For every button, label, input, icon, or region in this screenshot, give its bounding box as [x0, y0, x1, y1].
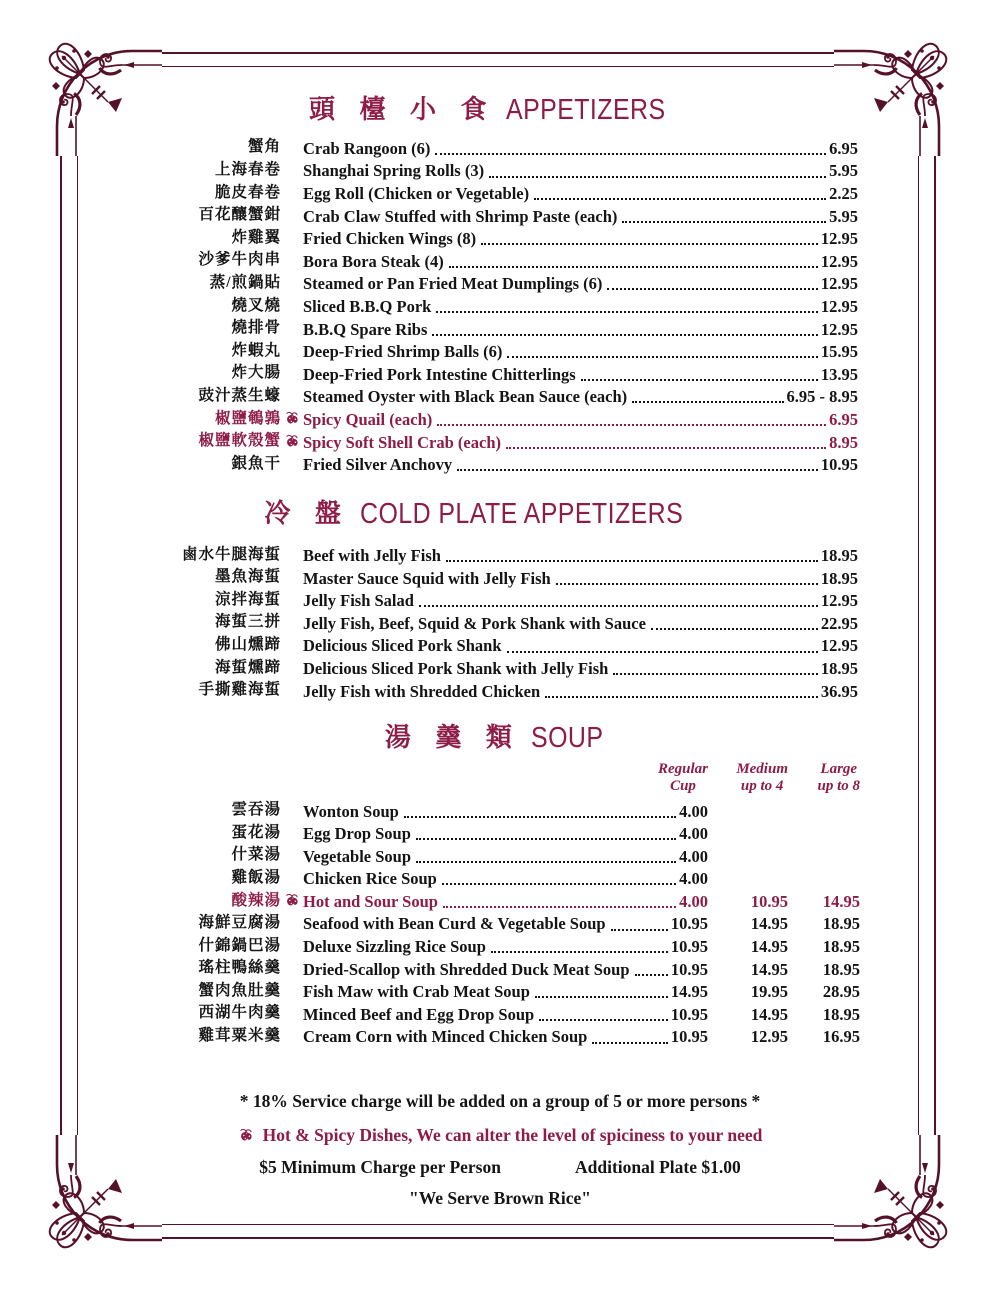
minimum-charge-note: $5 Minimum Charge per Person: [259, 1156, 501, 1177]
dotted-leader: [556, 583, 818, 585]
dotted-leader: [622, 221, 826, 223]
item-main: [303, 615, 858, 633]
item-name: Steamed or Pan Fried Meat Dumplings (6): [303, 274, 603, 294]
icon-slot: [281, 403, 303, 406]
brown-rice-note: "We Serve Brown Rice": [409, 1187, 591, 1208]
item-main: [303, 1006, 708, 1024]
soup-size-column-headers: [78, 761, 922, 795]
item-price: 15.95: [820, 342, 858, 362]
item-price: 10.95: [670, 1027, 708, 1047]
chili-pepper-icon: [281, 893, 303, 911]
item-chinese-name: 佛山燻蹄: [214, 636, 281, 654]
item-main: [303, 893, 708, 911]
item-chinese-name: 椒鹽軟殼蟹: [198, 432, 281, 450]
dotted-leader: [432, 334, 817, 336]
dotted-leader: [592, 1042, 668, 1044]
column-header: [708, 761, 788, 795]
menu-item-row: [78, 158, 922, 181]
menu-item-row: [78, 956, 922, 979]
column-header: [788, 761, 860, 795]
item-chinese-name: 雞茸粟米羹: [198, 1027, 281, 1045]
chili-pepper-icon: [238, 1128, 254, 1143]
item-chinese-name: 蟹角: [247, 138, 281, 156]
item-name: Dried-Scallop with Shredded Duck Meat Soup: [303, 959, 630, 979]
item-main: [303, 848, 708, 866]
icon-slot: [281, 290, 303, 293]
item-main: [303, 1028, 708, 1046]
item-price: 10.95: [820, 455, 858, 475]
dotted-leader: [507, 356, 818, 358]
menu-item-row: [78, 866, 922, 889]
price-large: 18.95: [822, 937, 860, 957]
menu-item-row: [78, 588, 922, 611]
item-main: [303, 388, 858, 406]
item-chinese-name: 炸大腸: [231, 364, 281, 382]
item-name: Shanghai Spring Rolls (3): [303, 161, 485, 181]
item-name: Spicy Soft Shell Crab (each): [303, 432, 501, 452]
item-main: [303, 547, 858, 565]
price-medium: 12.95: [750, 1027, 788, 1047]
item-main: [303, 253, 858, 271]
item-chinese-name: 脆皮春卷: [214, 183, 281, 201]
item-price: 8.95: [829, 432, 858, 452]
icon-slot: [281, 698, 303, 701]
item-name: Bora Bora Steak (4): [303, 251, 444, 271]
item-chinese-name: 豉汁蒸生蠔: [198, 386, 281, 404]
item-price: 10.95: [670, 937, 708, 957]
item-price: 4.00: [679, 869, 708, 889]
item-main: [303, 140, 858, 158]
item-price: 6.95: [829, 409, 858, 429]
menu-item-row: [78, 565, 922, 588]
item-price: 4.00: [679, 801, 708, 821]
icon-slot: [281, 840, 303, 843]
menu-item-row: [78, 979, 922, 1002]
item-chinese-name: 酸辣湯: [231, 891, 281, 909]
dotted-leader: [437, 424, 826, 426]
section-soup: [78, 720, 922, 1047]
item-name: Jelly Fish with Shredded Chicken: [303, 681, 541, 701]
item-chinese-name: 炸雞翼: [231, 228, 281, 246]
chili-pepper-icon: [281, 411, 303, 429]
dotted-leader: [613, 673, 818, 675]
dotted-leader: [581, 379, 818, 381]
item-name: Spicy Quail (each): [303, 409, 433, 429]
menu-item-row: [78, 406, 922, 429]
item-chinese-name: 蛋花湯: [231, 823, 281, 841]
dotted-leader: [607, 288, 817, 290]
dotted-leader: [404, 816, 676, 818]
service-charge-note: * 18% Service charge will be added on a group of 5 or more persons *: [239, 1090, 761, 1111]
item-chinese-name: 什菜湯: [231, 846, 281, 864]
item-price: 12.95: [820, 274, 858, 294]
price-medium: 14.95: [750, 937, 788, 957]
menu-item-row: [78, 316, 922, 339]
item-price: 12.95: [820, 296, 858, 316]
item-name: Beef with Jelly Fish: [303, 546, 441, 566]
item-chinese-name: 什錦鍋巴湯: [198, 936, 281, 954]
item-price: 4.00: [679, 891, 708, 911]
icon-slot: [281, 818, 303, 821]
item-price: 36.95: [820, 681, 858, 701]
price-large: 18.95: [822, 1004, 860, 1024]
item-chinese-name: 海蜇燻蹄: [214, 658, 281, 676]
icon-slot: [281, 998, 303, 1001]
section-title-soup: [78, 720, 922, 756]
dotted-leader: [449, 266, 818, 268]
item-chinese-name: 沙爹牛肉串: [198, 251, 281, 269]
section-title-cold-plate: [78, 495, 922, 531]
chili-pepper-icon: [281, 434, 303, 452]
hot-spicy-note: Hot & Spicy Dishes, We can alter the level of spiciness to your need: [262, 1124, 763, 1145]
icon-slot: [281, 381, 303, 384]
item-price: 12.95: [820, 636, 858, 656]
menu-item-row: [78, 384, 922, 407]
column-header: [303, 761, 708, 795]
dotted-leader: [416, 861, 676, 863]
dotted-leader: [539, 1019, 668, 1021]
section-title-english: APPETIZERS: [505, 94, 666, 127]
item-price: 2.25: [829, 183, 858, 203]
icon-slot: [281, 1044, 303, 1047]
item-name: Fish Maw with Crab Meat Soup: [303, 982, 530, 1002]
item-chinese-name: 蟹肉魚肚羹: [198, 981, 281, 999]
menu-item-row: [78, 203, 922, 226]
dotted-leader: [611, 929, 668, 931]
icon-slot: [281, 1021, 303, 1024]
icon-slot: [281, 155, 303, 158]
section-rows: [78, 135, 922, 474]
icon-slot: [281, 223, 303, 226]
dotted-leader: [443, 906, 676, 908]
item-price: 14.95: [670, 982, 708, 1002]
item-price: 12.95: [820, 319, 858, 339]
additional-plate-note: Additional Plate $1.00: [574, 1156, 741, 1177]
icon-slot: [281, 562, 303, 565]
item-main: [303, 660, 858, 678]
dotted-leader: [545, 696, 818, 698]
dotted-leader: [436, 311, 818, 313]
item-main: [303, 321, 858, 339]
item-chinese-name: 鹵水牛腿海蜇: [181, 545, 281, 563]
menu-item-row: [78, 656, 922, 679]
dotted-leader: [635, 974, 668, 976]
section-title-chinese: 頭 檯 小 食: [308, 95, 496, 125]
item-price: 5.95: [829, 206, 858, 226]
dotted-leader: [419, 605, 818, 607]
item-main: [303, 456, 858, 474]
price-medium: 10.95: [750, 891, 788, 911]
section-title-appetizers: [78, 92, 922, 128]
item-chinese-name: 燒排骨: [231, 319, 281, 337]
item-name: Minced Beef and Egg Drop Soup: [303, 1004, 535, 1024]
item-main: [303, 983, 708, 1001]
icon-slot: [281, 953, 303, 956]
icon-slot: [281, 358, 303, 361]
dotted-leader: [457, 469, 818, 471]
item-price: 4.00: [679, 824, 708, 844]
item-main: [303, 870, 708, 888]
price-medium: 14.95: [750, 1004, 788, 1024]
menu-item-row: [78, 135, 922, 158]
item-price: 18.95: [820, 568, 858, 588]
menu-item-row: [78, 452, 922, 475]
icon-slot: [281, 245, 303, 248]
item-name: Sliced B.B.Q Pork: [303, 296, 432, 316]
menu-item-row: [78, 821, 922, 844]
item-main: [303, 185, 858, 203]
item-price: 18.95: [820, 658, 858, 678]
price-large: 16.95: [822, 1027, 860, 1047]
item-price: 12.95: [820, 229, 858, 249]
item-price: 10.95: [670, 959, 708, 979]
item-main: [303, 208, 858, 226]
icon-slot: [281, 313, 303, 316]
dotted-leader: [435, 153, 826, 155]
item-chinese-name: 雞飯湯: [231, 868, 281, 886]
item-price: 10.95: [670, 914, 708, 934]
menu-item-row: [78, 843, 922, 866]
menu-sections: [78, 92, 922, 1047]
column-header-text: Medium up to 4: [736, 761, 788, 795]
dotted-leader: [506, 447, 826, 449]
icon-slot: [281, 200, 303, 203]
menu-item-row: [78, 610, 922, 633]
item-main: [303, 592, 858, 610]
item-name: Jelly Fish, Beef, Squid & Pork Shank with Sauce: [303, 613, 646, 633]
item-main: [303, 938, 708, 956]
price-large: 14.95: [822, 891, 860, 911]
menu-item-row: [78, 226, 922, 249]
icon-slot: [281, 607, 303, 610]
item-name: Egg Drop Soup: [303, 824, 411, 844]
item-name: Egg Roll (Chicken or Vegetable): [303, 183, 530, 203]
item-price: 13.95: [820, 364, 858, 384]
menu-item-row: [78, 543, 922, 566]
icon-slot: [281, 471, 303, 474]
item-name: Deep-Fried Pork Intestine Chitterlings: [303, 364, 576, 384]
item-main: [303, 411, 858, 429]
item-name: Fried Chicken Wings (8): [303, 229, 477, 249]
item-name: Master Sauce Squid with Jelly Fish: [303, 568, 551, 588]
menu-item-row: [78, 271, 922, 294]
item-price: 10.95: [670, 1004, 708, 1024]
icon-slot: [281, 931, 303, 934]
item-price: 5.95: [829, 161, 858, 181]
item-name: B.B.Q Spare Ribs: [303, 319, 428, 339]
menu-item-row: [78, 1024, 922, 1047]
minimum-charge-line: [78, 1157, 922, 1178]
item-chinese-name: 西湖牛肉羹: [198, 1004, 281, 1022]
item-chinese-name: 炸蝦丸: [231, 341, 281, 359]
icon-slot: [281, 863, 303, 866]
item-main: [303, 915, 708, 933]
section-title-english: COLD PLATE APPETIZERS: [359, 497, 684, 530]
item-name: Crab Rangoon (6): [303, 138, 431, 158]
item-main: [303, 162, 858, 180]
menu-item-row: [78, 181, 922, 204]
dotted-leader: [507, 651, 818, 653]
item-name: Delicious Sliced Pork Shank with Jelly Fish: [303, 658, 609, 678]
price-large: 18.95: [822, 914, 860, 934]
section-title-chinese: 冷 盤: [264, 498, 350, 528]
menu-item-row: [78, 934, 922, 957]
dotted-leader: [489, 176, 826, 178]
item-name: Vegetable Soup: [303, 846, 412, 866]
item-name: Chicken Rice Soup: [303, 869, 437, 889]
column-header-text: Regular Cup: [657, 761, 708, 795]
icon-slot: [281, 653, 303, 656]
menu-item-row: [78, 248, 922, 271]
dotted-leader: [416, 838, 676, 840]
item-name: Seafood with Bean Curd & Vegetable Soup: [303, 914, 606, 934]
item-main: [303, 366, 858, 384]
icon-slot: [281, 976, 303, 979]
dotted-leader: [535, 996, 668, 998]
item-chinese-name: 百花釀蟹鉗: [198, 206, 281, 224]
item-chinese-name: 銀魚干: [231, 454, 281, 472]
dotted-leader: [446, 560, 818, 562]
dotted-leader: [651, 628, 818, 630]
item-price: 12.95: [820, 591, 858, 611]
menu-item-row: [78, 429, 922, 452]
item-price: 12.95: [820, 251, 858, 271]
item-main: [303, 298, 858, 316]
item-chinese-name: 涼拌海蜇: [214, 590, 281, 608]
menu-item-row: [78, 798, 922, 821]
item-main: [303, 961, 708, 979]
price-medium: 14.95: [750, 959, 788, 979]
menu-item-row: [78, 633, 922, 656]
menu-item-row: [78, 1001, 922, 1024]
item-chinese-name: 雲吞湯: [231, 801, 281, 819]
menu-footer: [78, 1091, 922, 1209]
section-cold-plate: [78, 495, 922, 700]
menu-item-row: [78, 293, 922, 316]
item-price: 22.95: [820, 613, 858, 633]
item-name: Deep-Fried Shrimp Balls (6): [303, 342, 503, 362]
item-price: 6.95: [829, 138, 858, 158]
menu-item-row: [78, 361, 922, 384]
icon-slot: [281, 885, 303, 888]
item-name: Crab Claw Stuffed with Shrimp Paste (each): [303, 206, 618, 226]
item-main: [303, 637, 858, 655]
section-title-english: SOUP: [530, 722, 604, 755]
item-chinese-name: 海蜇三拼: [214, 613, 281, 631]
item-chinese-name: 瑤柱鴨絲羹: [198, 959, 281, 977]
column-header-text: Large up to 8: [817, 761, 860, 795]
item-price: 4.00: [679, 846, 708, 866]
menu-item-row: [78, 888, 922, 911]
item-name: Jelly Fish Salad: [303, 591, 414, 611]
price-medium: 19.95: [750, 982, 788, 1002]
dotted-leader: [491, 951, 668, 953]
price-large: 18.95: [822, 959, 860, 979]
section-rows: [78, 798, 922, 1047]
item-main: [303, 683, 858, 701]
dotted-leader: [481, 243, 818, 245]
item-chinese-name: 燒叉燒: [231, 296, 281, 314]
section-rows: [78, 543, 922, 701]
icon-slot: [281, 675, 303, 678]
item-chinese-name: 手撕雞海蜇: [198, 681, 281, 699]
item-chinese-name: 蒸/煎鍋貼: [209, 273, 281, 291]
item-price: 18.95: [820, 546, 858, 566]
section-title-chinese: 湯 羹 類: [384, 723, 521, 753]
icon-slot: [281, 585, 303, 588]
item-name: Wonton Soup: [303, 801, 399, 821]
item-main: [303, 275, 858, 293]
item-main: [303, 570, 858, 588]
item-chinese-name: 椒鹽鵪鶉: [214, 409, 281, 427]
item-name: Steamed Oyster with Black Bean Sauce (each): [303, 387, 628, 407]
dotted-leader: [534, 198, 826, 200]
item-main: [303, 230, 858, 248]
icon-slot: [281, 336, 303, 339]
icon-slot: [281, 268, 303, 271]
menu-item-row: [78, 911, 922, 934]
item-name: Delicious Sliced Pork Shank: [303, 636, 502, 656]
item-name: Cream Corn with Minced Chicken Soup: [303, 1027, 588, 1047]
item-main: [303, 434, 858, 452]
hot-spicy-note-line: [78, 1125, 922, 1146]
dotted-leader: [442, 883, 676, 885]
item-name: Fried Silver Anchovy: [303, 455, 453, 475]
item-main: [303, 825, 708, 843]
price-large: 28.95: [822, 982, 860, 1002]
column-header-spacer: [78, 761, 303, 795]
menu-item-row: [78, 339, 922, 362]
item-main: [303, 343, 858, 361]
price-medium: 14.95: [750, 914, 788, 934]
item-chinese-name: 上海春卷: [214, 161, 281, 179]
icon-slot: [281, 630, 303, 633]
item-chinese-name: 海鮮豆腐湯: [198, 914, 281, 932]
item-price: 6.95 - 8.95: [786, 387, 858, 407]
item-name: Hot and Sour Soup: [303, 891, 438, 911]
dotted-leader: [632, 401, 783, 403]
icon-slot: [281, 178, 303, 181]
section-appetizers: [78, 92, 922, 474]
menu-item-row: [78, 678, 922, 701]
menu-content: [78, 92, 922, 1209]
item-chinese-name: 墨魚海蜇: [214, 568, 281, 586]
item-main: [303, 803, 708, 821]
item-name: Deluxe Sizzling Rice Soup: [303, 937, 486, 957]
